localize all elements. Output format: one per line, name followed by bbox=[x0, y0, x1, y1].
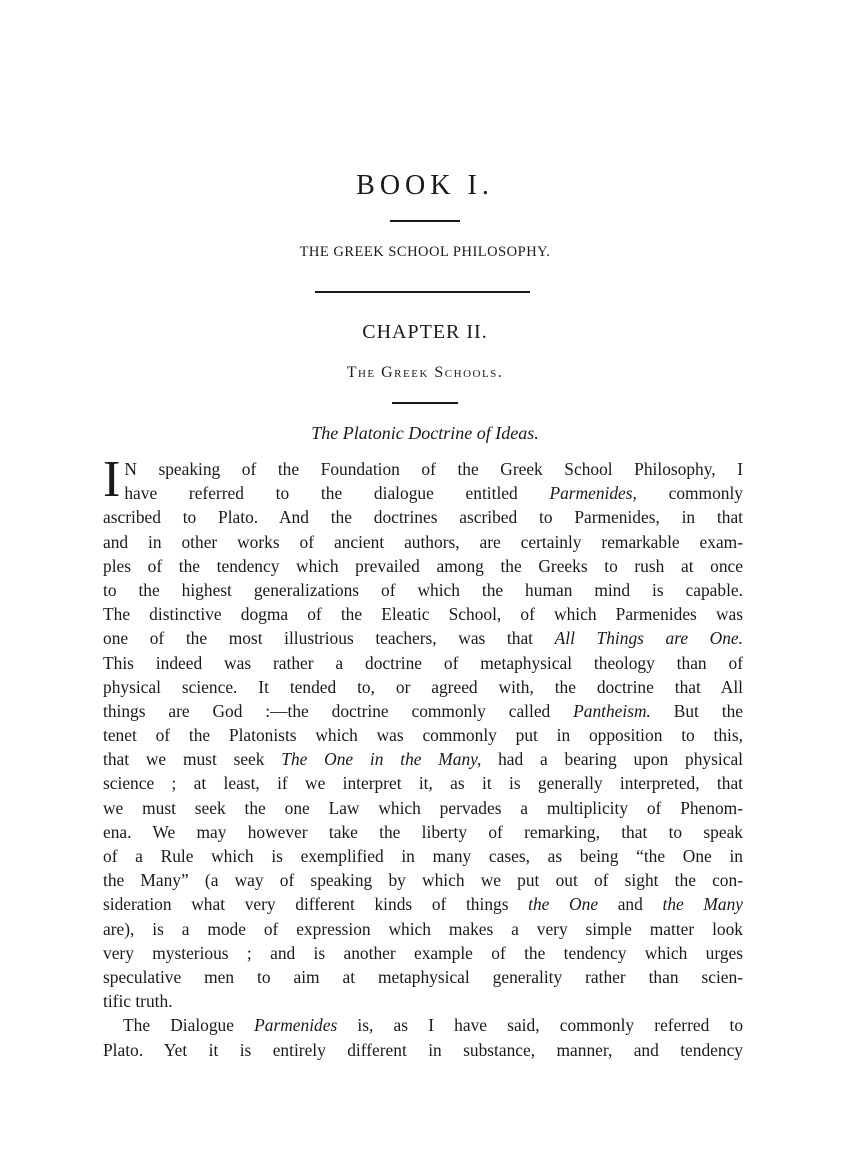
text-line bbox=[103, 868, 743, 892]
text-segment: This indeed was rather a doctrine of metaphysical theology than of bbox=[103, 652, 743, 673]
text-line bbox=[103, 457, 743, 481]
chapter-subtitle: The Greek Schools. bbox=[346, 364, 504, 381]
text-segment: commonly bbox=[636, 483, 744, 504]
text-segment: very mysterious ; and is another example of the tendency which urges bbox=[103, 942, 743, 963]
text-segment: things are God :—the doctrine commonly called bbox=[103, 700, 574, 721]
text-segment: The distinctive dogma of the Eleatic School, of which Parmenides was bbox=[103, 604, 743, 625]
section-title: The Platonic Doctrine of Ideas. bbox=[311, 423, 539, 443]
text-segment: had a bearing upon physical bbox=[481, 749, 743, 770]
text-line bbox=[103, 917, 743, 941]
book-title: BOOK I. bbox=[356, 170, 494, 201]
text-segment: Parmenides bbox=[254, 1015, 338, 1036]
part-title: THE GREEK SCHOOL PHILOSOPHY. bbox=[299, 244, 551, 260]
text-segment: science ; at least, if we interpret it, as it is generally interpreted, that bbox=[103, 773, 743, 794]
text-segment: is, as I have said, commonly referred to bbox=[337, 1015, 744, 1036]
text-segment: and bbox=[598, 894, 663, 915]
text-segment: have referred to the dialogue entitled bbox=[124, 483, 550, 504]
text-segment: The One in the Many, bbox=[281, 749, 482, 770]
text-segment: speculative men to aim at metaphysical generality rather than scien- bbox=[103, 966, 743, 987]
text-segment: one of the most illustrious teachers, was that bbox=[103, 628, 555, 649]
text-segment: sideration what very different kinds of things bbox=[103, 894, 529, 915]
text-segment: the Many” (a way of speaking by which we put out of sight the con- bbox=[103, 870, 743, 891]
text-line bbox=[103, 481, 743, 505]
text-line bbox=[103, 820, 743, 844]
text-line bbox=[103, 796, 743, 820]
text-line bbox=[103, 941, 743, 965]
text-segment: All Things are One. bbox=[554, 628, 744, 649]
title-rule bbox=[390, 220, 460, 222]
text-segment: But the bbox=[650, 700, 743, 721]
text-segment: we must seek the one Law which pervades a multiplicity of Phenom- bbox=[103, 797, 743, 818]
text-segment: of a Rule which is exemplified in many cases, as being “the One in bbox=[103, 846, 743, 866]
text-line bbox=[103, 989, 743, 1013]
text-line bbox=[103, 626, 743, 650]
text-line bbox=[103, 505, 743, 529]
text-segment: are), is a mode of expression which makes a very simple matter look bbox=[103, 918, 743, 939]
body-text bbox=[103, 451, 744, 1062]
drop-cap: I bbox=[103, 451, 121, 508]
text-segment: and in other works of ancient authors, are certainly remarkable exam- bbox=[103, 531, 743, 552]
text-segment: physical science. It tended to, or agreed with, the doctrine that All bbox=[103, 676, 743, 697]
text-segment: N speaking of the Foundation of the Greek School Philosophy, I bbox=[124, 459, 743, 479]
part-rule bbox=[315, 291, 530, 293]
text-line bbox=[103, 651, 743, 675]
text-segment: tific truth. bbox=[103, 991, 173, 1012]
text-line bbox=[103, 771, 743, 795]
text-line bbox=[103, 554, 743, 578]
text-segment: The Dialogue bbox=[123, 1015, 255, 1036]
text-line bbox=[103, 1038, 743, 1062]
text-line bbox=[103, 602, 743, 626]
text-line bbox=[103, 844, 743, 868]
body-lines bbox=[103, 451, 744, 1062]
text-line bbox=[103, 965, 743, 989]
text-segment: Plato. Yet it is entirely different in substance, manner, and tendency bbox=[103, 1039, 743, 1060]
text-line bbox=[103, 1013, 743, 1037]
text-segment: to the highest generalizations of which the human mind is capable. bbox=[103, 579, 743, 600]
text-segment: that we must seek bbox=[103, 749, 282, 770]
text-segment: ples of the tendency which prevailed among the Greeks to rush at once bbox=[103, 555, 743, 576]
text-segment: Pantheism. bbox=[573, 700, 651, 721]
text-segment: the Many bbox=[662, 894, 743, 915]
text-line bbox=[103, 892, 743, 916]
chapter-title: CHAPTER II. bbox=[362, 321, 488, 343]
text-segment: the One bbox=[528, 894, 599, 915]
text-line bbox=[103, 723, 743, 747]
text-segment: tenet of the Platonists which was commonly put in opposition to this, bbox=[103, 725, 743, 746]
text-line bbox=[103, 530, 743, 554]
text-segment: ascribed to Plato. And the doctrines ascribed to Parmenides, in that bbox=[103, 507, 743, 528]
text-segment: ena. We may however take the liberty of remarking, that to speak bbox=[103, 821, 743, 842]
text-line bbox=[103, 699, 743, 723]
text-segment: Parmenides, bbox=[549, 483, 637, 504]
text-line bbox=[103, 578, 743, 602]
chapter-rule bbox=[392, 402, 458, 404]
text-line bbox=[103, 747, 743, 771]
text-line bbox=[103, 675, 743, 699]
